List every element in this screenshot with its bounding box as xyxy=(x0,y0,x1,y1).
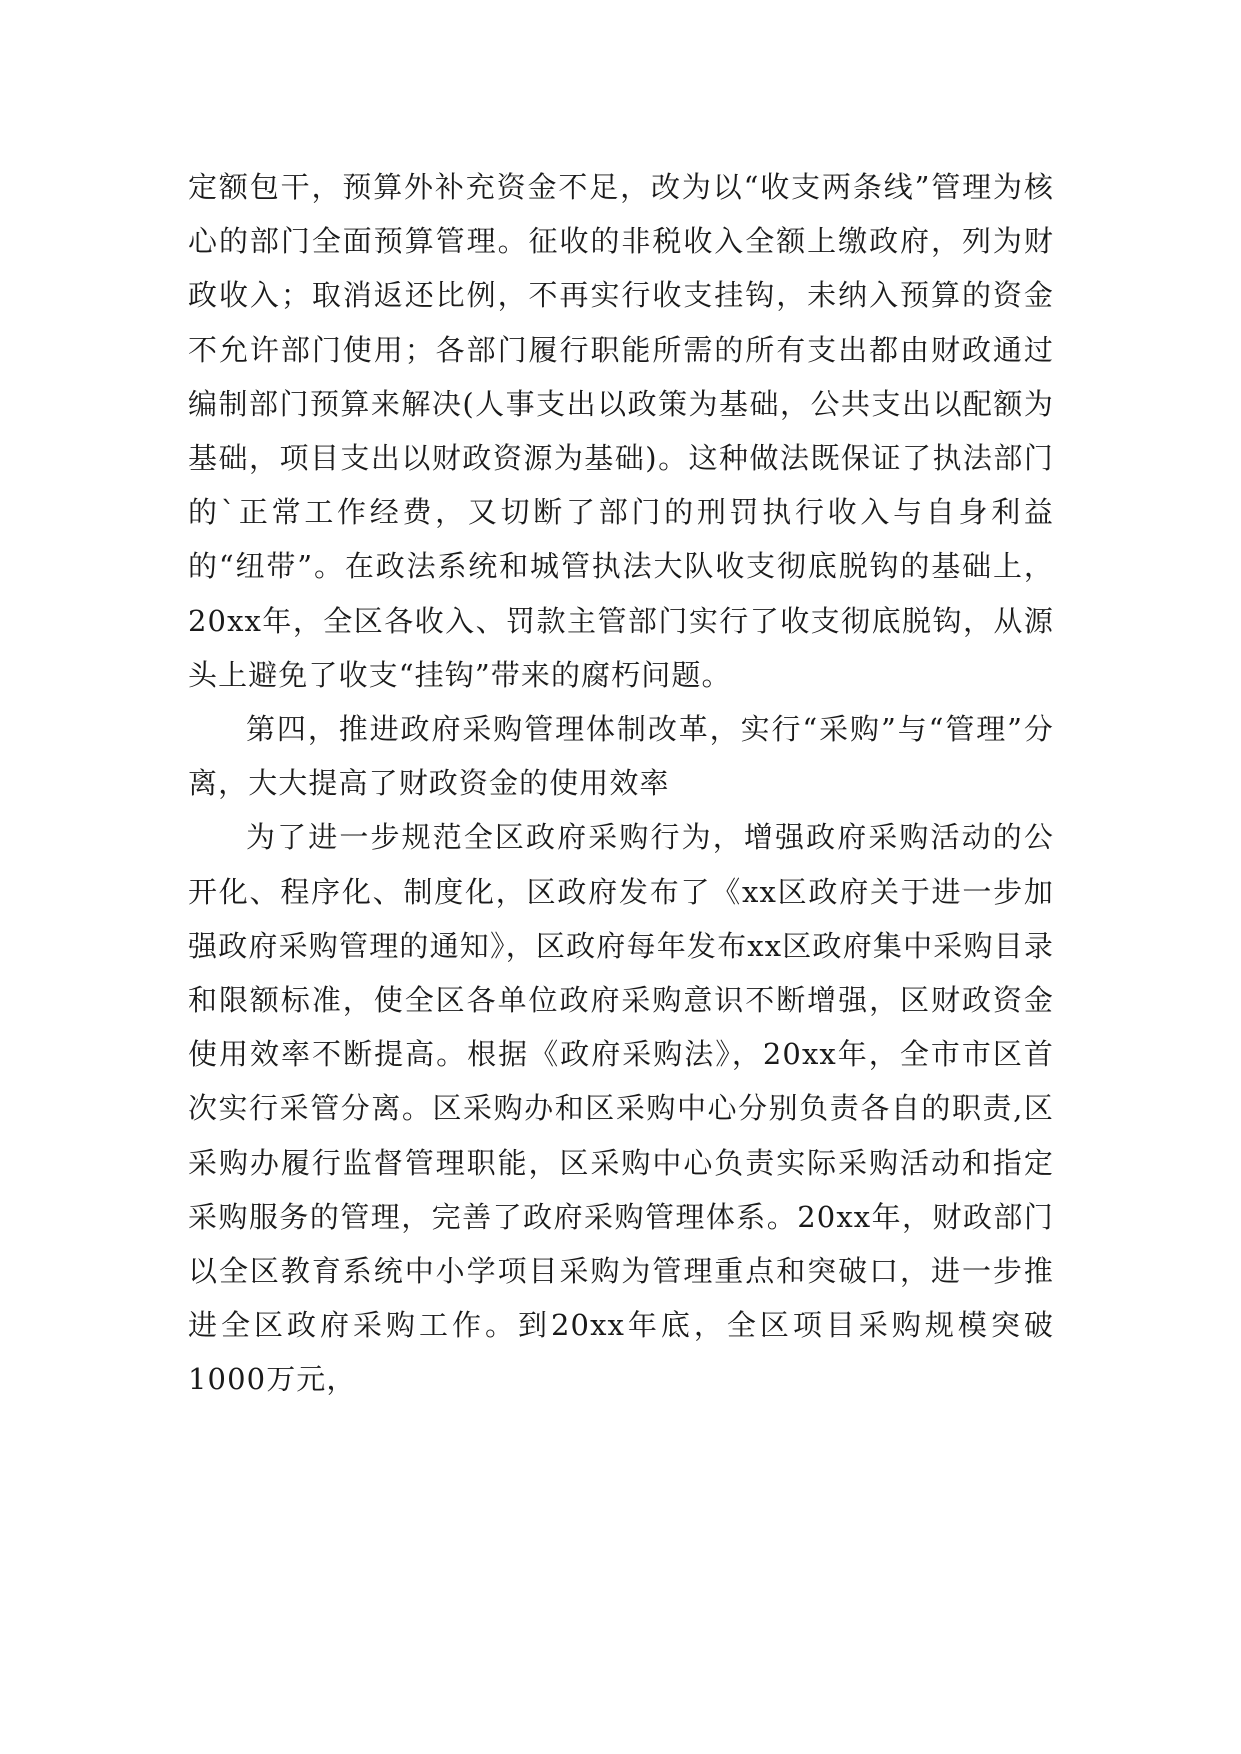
section-heading-procurement-reform: 第四，推进政府采购管理体制改革，实行“采购”与“管理”分离，大大提高了财政资金的使用效率 xyxy=(188,712,1054,801)
document-body xyxy=(188,160,1054,1407)
paragraph-budget-reform-continued: 定额包干，预算外补充资金不足，改为以“收支两条线”管理为核心的部门全面预算管理。征收的非税收入全额上缴政府，列为财政收入；取消返还比例，不再实行收支挂钩，未纳入预算的资金不允许部门使用；各部门履行职能所需的所有支出都由财政通过编制部门预算来解决(人事支出以政策为基础，公共支出以配额为基础，项目支出以财政资源为基础)。这种做法既保证了执法部门的`正常工作经费，又切断了部门的刑罚执行收入与自身利益的“纽带”。在政法系统和城管执法大队收支彻底脱钩的基础上，20xx年，全区各收入、罚款主管部门实行了收支彻底脱钩，从源头上避免了收支“挂钩”带来的腐朽问题。 xyxy=(188,170,1054,692)
paragraph-procurement-details: 为了进一步规范全区政府采购行为，增强政府采购活动的公开化、程序化、制度化，区政府发布了《xx区政府关于进一步加强政府采购管理的通知》，区政府每年发布xx区政府集中采购目录和限额标准，使全区各单位政府采购意识不断增强，区财政资金使用效率不断提高。根据《政府采购法》，20xx年，全市市区首次实行采管分离。区采购办和区采购中心分别负责各自的职责,区采购办履行监督管理职能，区采购中心负责实际采购活动和指定采购服务的管理，完善了政府采购管理体系。20xx年，财政部门以全区教育系统中小学项目采购为管理重点和突破口，进一步推进全区政府采购工作。到20xx年底，全区项目采购规模突破1000万元， xyxy=(188,820,1054,1397)
